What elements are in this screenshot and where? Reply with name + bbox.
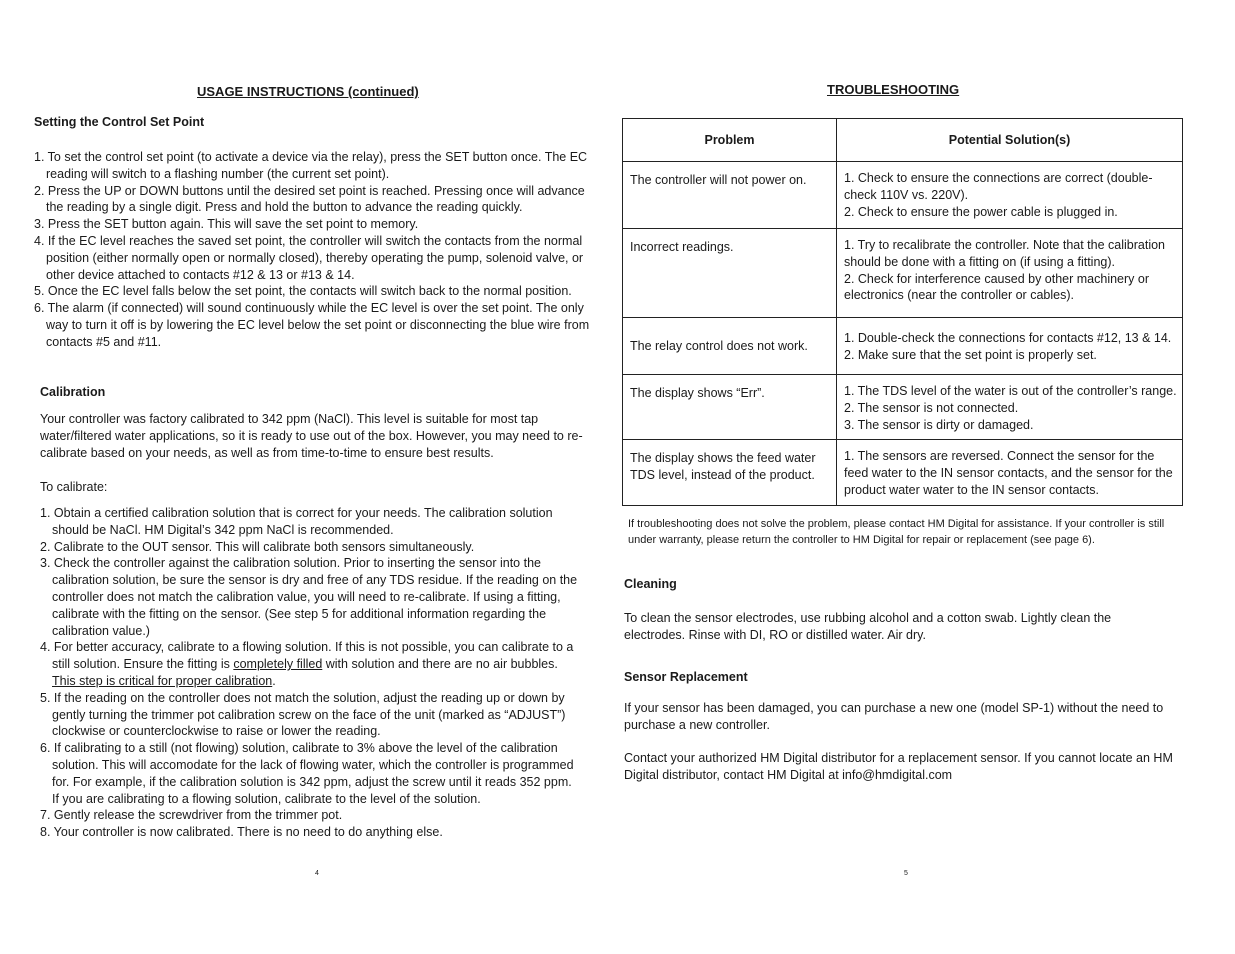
calibration-heading: Calibration bbox=[40, 385, 106, 399]
page-number: 5 bbox=[904, 870, 908, 877]
troubleshooting-table bbox=[622, 118, 1183, 506]
set-point-heading: Setting the Control Set Point bbox=[34, 115, 205, 129]
solution-cell: 1. The sensors are reversed. Connect the sensor for the feed water to the IN sensor contacts, and the sensor for the product water water to the IN sensor contacts. bbox=[837, 440, 1183, 505]
sensor-replacement-text-1: If your sensor has been damaged, you can purchase a new one (model SP-1) without the need to purchase a new controller. bbox=[624, 701, 1164, 732]
list-item: 5. If the reading on the controller does not match the solution, adjust the reading up or down by gently turning the trimmer pot calibration screw on the face of the unit (marked as “ADJUST”) clockwise or counterclockwise to raise or lower the reading. bbox=[40, 690, 566, 739]
cleaning-text: To clean the sensor electrodes, use rubbing alcohol and a cotton swab. Lightly clean the electrodes. Rinse with DI, RO or distilled water. Air dry. bbox=[624, 611, 1112, 642]
table-row bbox=[623, 229, 1183, 318]
step-underlined-text: This step is critical for proper calibration bbox=[52, 673, 273, 688]
list-item: 1. To set the control set point (to activate a device via the relay), press the SET button once. The EC reading will switch to a flashing number (the current set point). bbox=[34, 150, 588, 181]
left-page bbox=[0, 0, 617, 954]
cleaning-heading: Cleaning bbox=[624, 577, 677, 591]
list-item: 3. Check the controller against the calibration solution. Prior to inserting the sensor into the calibration solution, be sure the sensor is dry and free of any TDS residue. If the reading on the controller does not match the calibration value, you will need to re-calibrate. If using a fitting, calibrate with the fitting on the sensor. (See step 5 for additional information regarding the calibration value.) bbox=[40, 556, 578, 638]
solution-cell: 1. The TDS level of the water is out of the controller’s range. 2. The sensor is not connected. 3. The sensor is dirty or damaged. bbox=[837, 375, 1183, 440]
solution-cell: 1. Try to recalibrate the controller. Note that the calibration should be done with a fitting on (if using a fitting). 2. Check for interference caused by other machinery or electronics (near the controller or cables). bbox=[837, 229, 1183, 318]
step-underlined-text: completely filled bbox=[233, 657, 323, 672]
solution-cell: 1. Check to ensure the connections are correct (double-check 110V vs. 220V). 2. Check to ensure the power cable is plugged in. bbox=[837, 162, 1183, 229]
table-row bbox=[623, 162, 1183, 229]
table-header-row bbox=[623, 119, 1183, 162]
list-item bbox=[40, 639, 580, 689]
problem-cell: The controller will not power on. bbox=[623, 162, 837, 229]
column-header: Problem bbox=[623, 119, 837, 162]
list-item: 4. If the EC level reaches the saved set point, the controller will switch the contacts from the normal position (either normally open or normally closed), thereby operating the pump, solenoid valve, or other device attached to contacts #12 & 13 or #13 & 14. bbox=[34, 233, 584, 282]
list-item: 5. Once the EC level falls below the set point, the contacts will switch back to the normal position. bbox=[34, 284, 572, 299]
list-item: 6. If calibrating to a still (not flowing) solution, calibrate to 3% above the level of the calibration solution. This will accomodate for the lack of flowing water, which the controller is programmed for. For example, if the calibration solution is 342 ppm, adjust the screw until it reads 352 ppm. If you are calibrating to a flowing solution, calibrate to the level of the solution. bbox=[40, 741, 574, 806]
problem-cell: Incorrect readings. bbox=[623, 229, 837, 318]
troubleshooting-note: If troubleshooting does not solve the problem, please contact HM Digital for assistance. If your controller is still under warranty, please return the controller to HM Digital for repair or replacement (see page 6). bbox=[628, 518, 1165, 546]
list-item: 8. Your controller is now calibrated. There is no need to do anything else. bbox=[40, 825, 443, 840]
list-item: 6. The alarm (if connected) will sound continuously while the EC level is over the set point. The only way to turn it off is by lowering the EC level below the set point or disconnecting the blue wire from contacts #5 and #11. bbox=[34, 301, 590, 349]
list-item: 2. Press the UP or DOWN buttons until the desired set point is reached. Pressing once will advance the reading by a single digit. Press and hold the button to advance the reading quickly. bbox=[34, 183, 585, 215]
step-text: 4. For better accuracy, calibrate to a flowing solution. If this is not possible, you can calibrate to a still solution. Ensure the fitting is bbox=[40, 640, 574, 672]
column-header: Potential Solution(s) bbox=[837, 119, 1183, 162]
to-calibrate-label: To calibrate: bbox=[40, 480, 108, 494]
page-title: USAGE INSTRUCTIONS (continued) bbox=[197, 84, 419, 99]
step-text: with solution and there are no air bubbles. bbox=[322, 657, 558, 672]
calibration-steps bbox=[40, 505, 580, 841]
sensor-replacement-heading: Sensor Replacement bbox=[624, 670, 748, 684]
right-page bbox=[617, 0, 1235, 954]
calibration-intro: Your controller was factory calibrated to 342 ppm (NaCl). This level is suitable for most tap water/filtered water applications, so it is ready to use out of the box. However, you may need to re-calibrate based on your needs, as well as from time-to-time to ensure best results. bbox=[40, 412, 583, 460]
table-row bbox=[623, 375, 1183, 440]
problem-cell: The relay control does not work. bbox=[623, 318, 837, 375]
list-item: 1. Obtain a certified calibration solution that is correct for your needs. The calibration solution should be NaCl. HM Digital’s 342 ppm NaCl is recommended. bbox=[40, 506, 553, 537]
list-item: 3. Press the SET button again. This will save the set point to memory. bbox=[34, 217, 419, 232]
solution-cell: 1. Double-check the connections for contacts #12, 13 & 14. 2. Make sure that the set point is properly set. bbox=[837, 318, 1183, 375]
table-row bbox=[623, 318, 1183, 375]
sensor-replacement-text-2: Contact your authorized HM Digital distributor for a replacement sensor. If you cannot locate an HM Digital distributor, contact HM Digital at info@hmdigital.com bbox=[624, 751, 1173, 782]
list-item: 2. Calibrate to the OUT sensor. This will calibrate both sensors simultaneously. bbox=[40, 539, 475, 554]
step-text: . bbox=[272, 673, 276, 688]
problem-cell: The display shows “Err”. bbox=[623, 375, 837, 440]
page-title: TROUBLESHOOTING bbox=[827, 82, 960, 97]
problem-cell: The display shows the feed water TDS level, instead of the product. bbox=[623, 440, 837, 505]
set-point-steps bbox=[34, 149, 594, 351]
table-row bbox=[623, 440, 1183, 505]
page-number: 4 bbox=[315, 870, 319, 877]
list-item: 7. Gently release the screwdriver from the trimmer pot. bbox=[40, 808, 343, 823]
